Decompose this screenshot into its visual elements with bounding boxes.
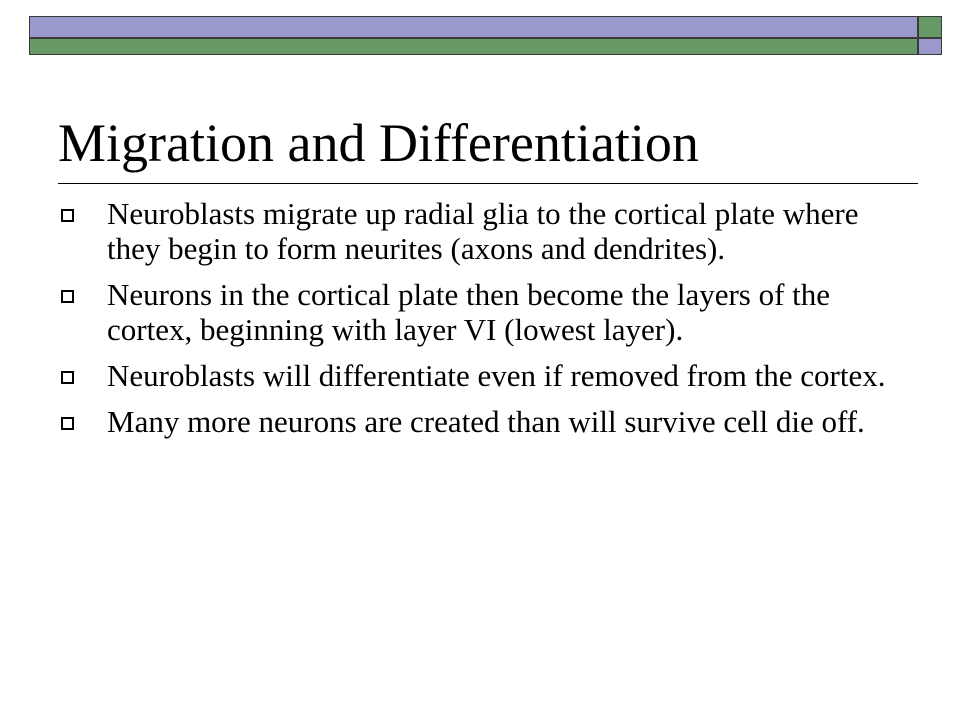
hollow-square-icon: [61, 417, 74, 430]
bullet-list: [58, 196, 898, 450]
bullet-item: [58, 404, 898, 439]
header-bar-purple: [29, 16, 918, 38]
bullet-item: [58, 196, 898, 266]
bullet-item: [58, 277, 898, 347]
hollow-square-icon: [61, 290, 74, 303]
bullet-text: Many more neurons are created than will survive cell die off.: [107, 404, 865, 439]
bullet-text: Neuroblasts will differentiate even if removed from the cortex.: [107, 358, 886, 393]
header-corner-purple: [918, 38, 942, 55]
header-corner-green: [918, 16, 942, 38]
bullet-text: Neuroblasts migrate up radial glia to the cortical plate where they begin to form neurites (axons and dendrites).: [107, 196, 859, 266]
header-bar-green: [29, 38, 918, 55]
title-underline: [58, 183, 918, 184]
bullet-item: [58, 358, 898, 393]
hollow-square-icon: [61, 209, 74, 222]
hollow-square-icon: [61, 371, 74, 384]
slide-title: Migration and Differentiation: [58, 113, 699, 173]
bullet-text: Neurons in the cortical plate then become the layers of the cortex, beginning with layer VI (lowest layer).: [107, 277, 831, 347]
